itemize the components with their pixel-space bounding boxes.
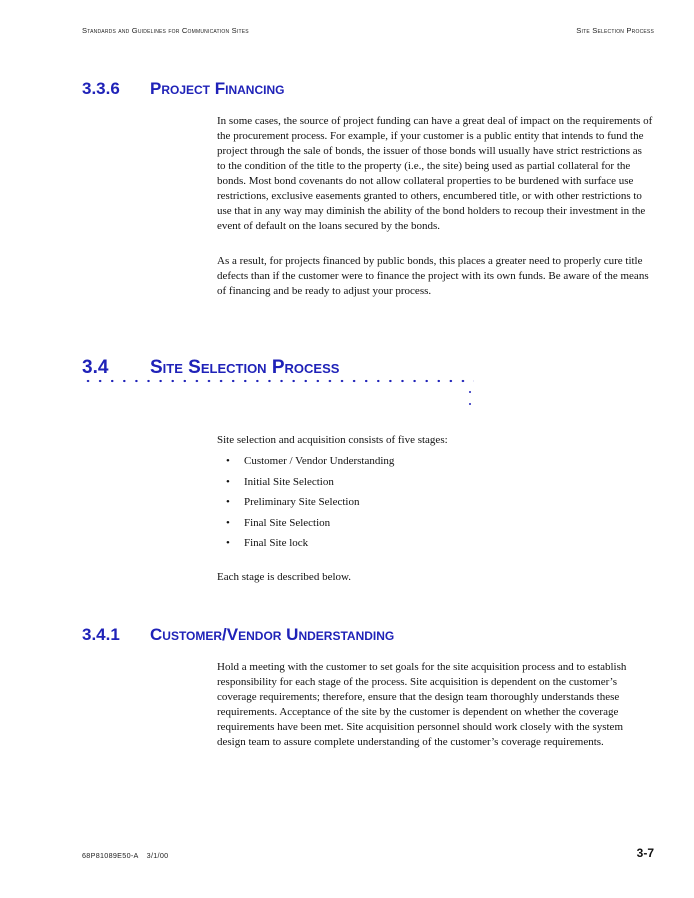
rule-dot <box>469 391 471 393</box>
rule-dot <box>469 403 471 405</box>
stage-list <box>217 454 394 557</box>
body-paragraph: In some cases, the source of project funding can have a great deal of impact on the requirements of the procurement process. For example, if your customer is a public entity that intends to fund the project through the sale of bonds, the issuer of those bonds will usually have strict restrictions as to the condition of the title to the property (i.e., the site) being used as partial collateral for the bonds. Most bond covenants do not allow collateral properties to be burdened with surface use restrictions, exclusive easements granted to others, encumbered title, or with other restrictions to use that in any way may diminish the ability of the bond holders to recoup their investment in the event of default on the loans secured by the bonds. <box>217 115 653 232</box>
footer-doc-info <box>82 851 168 860</box>
section-heading-3-3-6 <box>82 79 285 99</box>
section-title: Site Selection Process <box>150 357 340 378</box>
section-heading-3-4-1 <box>82 625 395 645</box>
list-item <box>217 475 394 496</box>
dotted-rule-tail <box>468 390 474 396</box>
list-item-text: Final Site lock <box>244 537 309 549</box>
body-paragraph: Hold a meeting with the customer to set goals for the site acquisition process and to establish responsibility for each stage of the process. Site acquisition is dependent on the customer’s coverage requirements; therefore, ensure that the design team thoroughly understands these requirements. Acceptance of the site by the customer is dependent on whether the coverage requirements have been met. Site acquisition personnel should work closely with the system design team to assure complete understanding of the customer’s coverage requirements. <box>217 661 627 748</box>
section-number: 3.4 <box>82 357 109 378</box>
running-header-left: Standards and Guidelines for Communication Sites <box>82 26 249 35</box>
list-item-text: Customer / Vendor Understanding <box>244 455 395 467</box>
dotted-rule-tail <box>468 402 474 408</box>
body-paragraph: Each stage is described below. <box>217 571 351 583</box>
bullet-icon: • <box>226 516 230 529</box>
section-number: 3.3.6 <box>82 79 120 98</box>
chapter-heading-3-4 <box>82 357 340 379</box>
bullet-icon: • <box>226 496 230 508</box>
list-item <box>217 454 394 475</box>
running-header-right: Site Selection Process <box>576 26 654 35</box>
list-item <box>217 495 394 516</box>
bullet-icon: • <box>226 537 230 549</box>
page-number: 3-7 <box>636 846 654 860</box>
section-number: 3.4.1 <box>82 625 120 644</box>
list-item <box>217 516 394 537</box>
list-item <box>217 536 394 557</box>
dotted-rule <box>82 378 474 384</box>
section-title: Project Financing <box>150 79 285 98</box>
body-paragraph: As a result, for projects financed by public bonds, this places a greater need to properly cure title defects than if the customer were to finance the project with its own funds. Be aware of the means of financing and be ready to adjust your process. <box>217 255 649 297</box>
list-item-text: Preliminary Site Selection <box>244 496 360 508</box>
doc-date: 3/1/00 <box>146 851 169 860</box>
bullet-icon: • <box>226 475 230 488</box>
bullet-icon: • <box>226 455 230 467</box>
body-paragraph: Site selection and acquisition consists of five stages: <box>217 434 448 446</box>
list-item-text: Final Site Selection <box>244 516 331 529</box>
list-item-text: Initial Site Selection <box>244 475 334 488</box>
doc-number: 68P81089E50-A <box>82 851 139 860</box>
section-title: Customer/Vendor Understanding <box>150 625 395 644</box>
